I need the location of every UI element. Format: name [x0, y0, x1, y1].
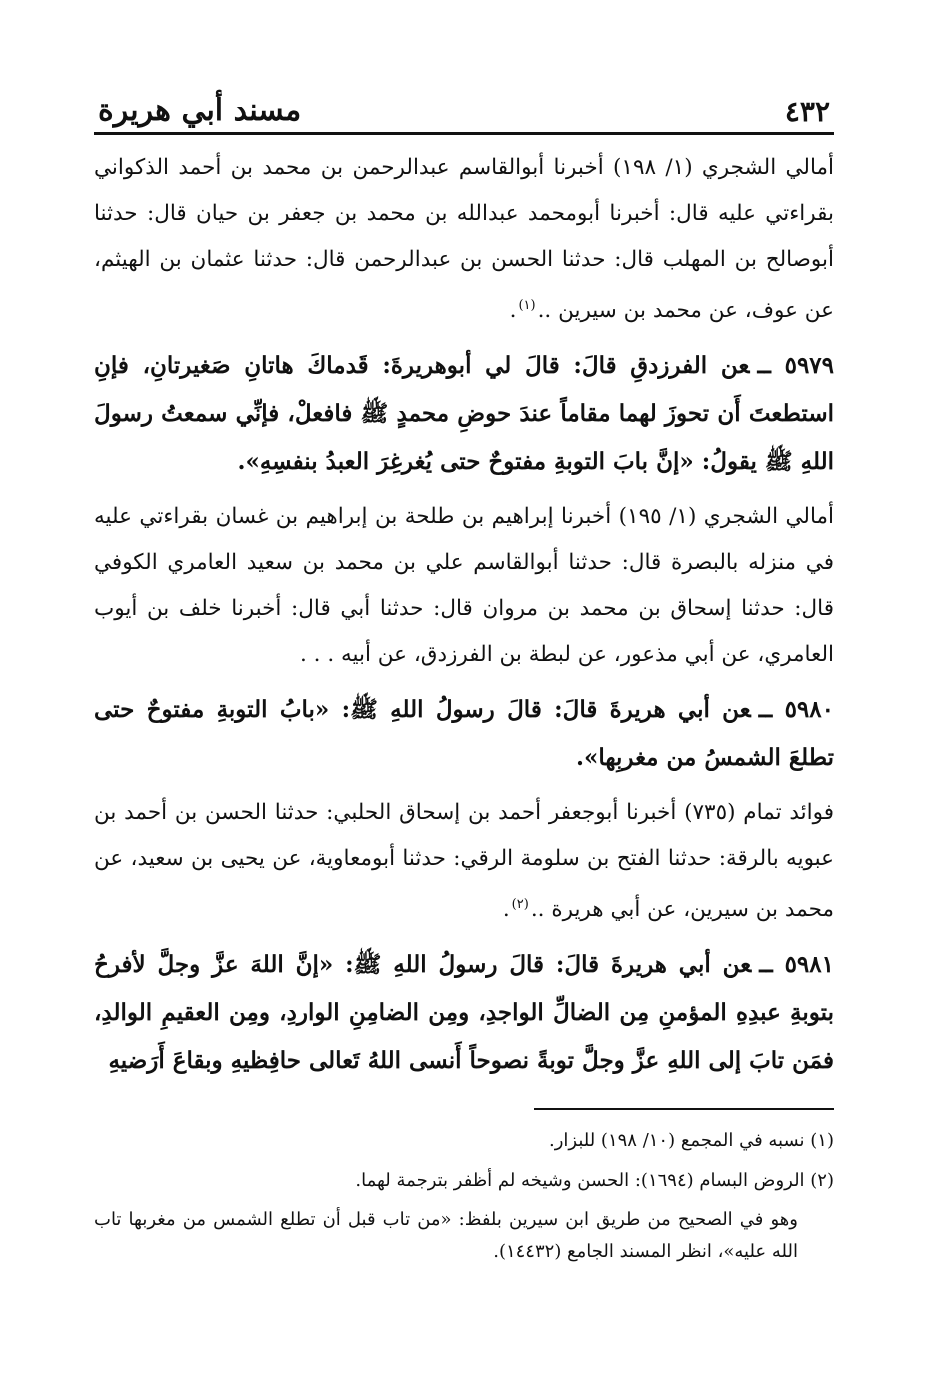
hadith-text: عن أبي هريرةَ قالَ: قالَ رسولُ اللهِ ﷺ: «بابُ التوبةِ مفتوحٌ حتى تطلعَ الشمسُ من مغربِها». [94, 696, 834, 772]
hadith-text: عن الفرزدقِ قالَ: قالَ لي أبوهريرةَ: قَدماكَ هاتانِ صَغيرتانِ، فإنِ استطعتَ أَن تحوزَ لهما مقاماً عندَ حوضِ محمدٍ ﷺ فافعلْ، فإنِّي سمعتُ رسولَ اللهِ ﷺ يقولُ: «إنَّ بابَ التوبةِ مفتوحٌ حتى يُغرغِرَ العبدُ بنفسِهِ». [94, 352, 834, 476]
source-paragraph-2 [94, 494, 834, 678]
footnote-2-continuation: وهو في الصحيح من طريق ابن سيرين بلفظ: «من تاب قبل أن تطلع الشمس من مغربها تاب الله عليه»، انظر المسند الجامع (١٤٤٣٢). [94, 1209, 798, 1262]
source-text: فوائد تمام (٧٣٥) أخبرنا أبوجعفر أحمد بن إسحاق الحلبي: حدثنا الحسن بن أحمد بن عبويه بالرقة: حدثنا الفتح بن سلومة الرقي: حدثنا أبومعاوية، عن يحيى بن سعيد، عن محمد بن سيرين، عن أبي هريرة .. [94, 800, 834, 923]
footnote-reference-2: (٢) [511, 897, 529, 913]
book-title: مسند أبي هريرة [98, 93, 302, 128]
hadith-number: ٥٩٨١ ــ [759, 951, 834, 979]
hadith-text: عن أبي هريرةَ قالَ: قالَ رسولُ اللهِ ﷺ: «إنَّ اللهَ عزَّ وجلَّ لأفرحُ بتوبةِ عبدِهِ المؤمنِ مِن الضالِّ الواجدِ، ومِن الضامِنِ الواردِ، ومِن العقيمِ الوالدِ، فمَن تابَ إلى اللهِ عزَّ وجلَّ توبةً نصوحاً أَنسى اللهُ تَعالى حافِظيهِ وبقاعَ أَرَضيهِ [94, 951, 834, 1075]
source-text: أمالي الشجري (١/ ١٩٨) أخبرنا أبوالقاسم عبدالرحمن بن محمد بن أحمد الذكواني بقراءتي عليه قال: أخبرنا أبومحمد عبدالله بن محمد بن جعفر بن حيان قال: حدثنا أبوصالح بن المهلب قال: حدثنا الحسن بن عبدالرحمن قال: حدثنا عثمان بن الهيثم، عن عوف، عن محمد بن سيرين .. [94, 155, 835, 324]
footnote-2: (٢) الروض البسام (١٦٩٤): الحسن وشيخه لم أظفر بترجمة لهما. [355, 1170, 834, 1191]
book-page [94, 78, 834, 1318]
footnote-reference-1: (١) [518, 298, 536, 313]
hadith-5979 [94, 342, 834, 486]
source-text: أمالي الشجري (١/ ١٩٥) أخبرنا إبراهيم بن طلحة بن إبراهيم بن غسان بقراءتي عليه في منزله بالبصرة قال: حدثنا أبوالقاسم علي بن محمد بن سعيد العامري الكوفي قال: حدثنا إسحاق بن محمد بن مروان قال: حدثنا أبي قال: أخبرنا خلف بن أيوب العامري، عن أبي مذعور، عن لبطة بن الفرزدق، عن أبيه . . . [94, 504, 835, 668]
hadith-number: ٥٩٨٠ ــ [758, 696, 834, 724]
footnote-1: (١) نسبه في المجمع (١٠/ ١٩٨) للبزار. [548, 1130, 834, 1151]
footnotes-section [94, 1124, 834, 1268]
hadith-5980 [94, 686, 834, 782]
page-header [94, 78, 834, 135]
hadith-number: ٥٩٧٩ ــ [757, 352, 835, 380]
page-body [94, 145, 834, 1085]
source-paragraph-1: أمالي الشجري (١/ ١٩٨) أخبرنا أبوالقاسم عبدالرحمن بن محمد بن أحمد الذكواني بقراءتي عليه قال: أخبرنا أبومحمد عبدالله بن محمد بن جعفر بن حيان قال: حدثنا أبوصالح بن المهلب قال: حدثنا الحسن بن عبدالرحمن قال: حدثنا عثمان بن الهيثم، عن عوف، عن محمد بن سيرين ..$^{(١)}$. [94, 155, 835, 324]
source-paragraph-3: فوائد تمام (٧٣٥) أخبرنا أبوجعفر أحمد بن إسحاق الحلبي: حدثنا الحسن بن أحمد بن عبويه بالرقة: حدثنا الفتح بن سلومة الرقي: حدثنا أبومعاوية، عن يحيى بن سعيد، عن محمد بن سيرين، عن أبي هريرة ..$^{(٢)}$. [94, 800, 834, 923]
footnote-divider [534, 1108, 834, 1110]
hadith-5981 [94, 941, 834, 1085]
page-number: ٤٣٢ [784, 95, 830, 128]
